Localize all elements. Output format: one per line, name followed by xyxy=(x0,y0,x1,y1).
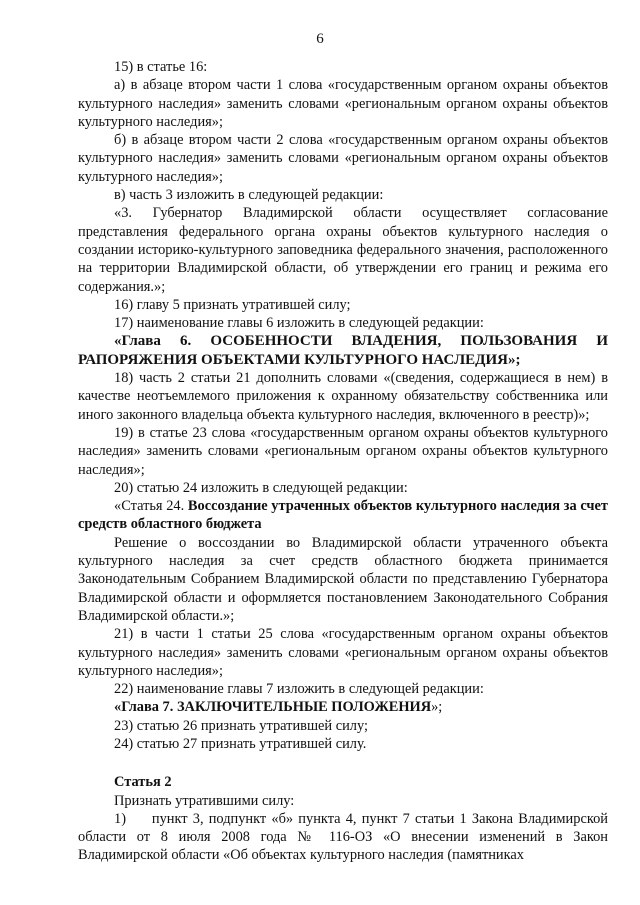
item-15c: в) часть 3 изложить в следующей редакции: xyxy=(114,187,384,204)
article-24-text: Решение о воссоздании во Владимирской области утраченного объекта культурного наследия за счет средств областного бюджета принимается Законодательным Собранием Владимирской области по представлению Губернатора Владимирской области и оформляется постановлением Законодательного Собрания Владимирской области.»; xyxy=(78,534,608,624)
item-16: 16) главу 5 признать утратившей силу; xyxy=(114,296,351,313)
item-20: 20) статью 24 изложить в следующей редакции: xyxy=(114,479,408,496)
article-2-intro: Признать утратившими силу: xyxy=(114,792,295,809)
item-19: 19) в статье 23 слова «государственным органом охраны объектов культурного наследия» заменить словами «региональным органом охраны объектов культурного наследия»; xyxy=(78,424,608,478)
chapter-7-end: »; xyxy=(431,699,443,716)
document-body xyxy=(78,58,612,865)
item-21: 21) в части 1 статьи 25 слова «государственным органом охраны объектов культурного наследия» заменить словами «региональным органом охраны объектов культурного наследия»; xyxy=(78,626,608,679)
article-2-item-1: 1) пункт 3, подпункт «б» пункта 4, пункт 7 статьи 1 Закона Владимирской области от 8 июля 2008 года № 116-ОЗ «О внесении изменений в Закон Владимирской области «Об объектах культурного наследия (памятниках xyxy=(78,810,612,864)
item-17: 17) наименование главы 6 изложить в следующей редакции: xyxy=(114,315,484,332)
item-15a: а) в абзаце втором части 1 слова «государственным органом охраны объектов культурного наследия» заменить словами «региональным органом охраны объектов культурного наследия»; xyxy=(78,77,608,130)
item-22: 22) наименование главы 7 изложить в следующей редакции: xyxy=(114,681,484,698)
article-24-heading: Воссоздание утраченных объектов культурного наследия за счет средств областного бюджета xyxy=(78,498,608,533)
item-15c-text: «3. Губернатор Владимирской области осуществляет согласование представления федерального органа охраны объектов культурного наследия о создании историко-культурного заповедника федерального значения, расположенного на территории Владимирской области, об утверждении его границ и режима его содержания.»; xyxy=(78,205,608,295)
chapter-7-heading: «Глава 7. ЗАКЛЮЧИТЕЛЬНЫЕ ПОЛОЖЕНИЯ xyxy=(114,699,432,716)
item-15: 15) в статье 16: xyxy=(114,59,208,75)
article-2-heading: Статья 2 xyxy=(114,774,172,791)
chapter-7-title xyxy=(78,698,608,716)
page-number: 6 xyxy=(316,31,324,47)
article-24-title xyxy=(78,497,608,534)
chapter-6-title: «Глава 6. ОСОБЕННОСТИ ВЛАДЕНИЯ, ПОЛЬЗОВАНИЯ И РАПОРЯЖЕНИЯ ОБЪЕКТАМИ КУЛЬТУРНОГО НАСЛЕДИЯ»; xyxy=(78,333,608,368)
item-24: 24) статью 27 признать утратившей силу. xyxy=(114,735,367,752)
item-15b: б) в абзаце втором части 2 слова «государственным органом охраны объектов культурного наследия» заменить словами «региональным органом охраны объектов культурного наследия»; xyxy=(78,132,608,185)
article-24-prefix: «Статья 24. xyxy=(114,498,185,515)
item-23: 23) статью 26 признать утратившей силу; xyxy=(114,717,368,734)
item-18: 18) часть 2 статьи 21 дополнить словами «(сведения, содержащиеся в нем) в качестве неотъемлемого приложения к охранному обязательству собственника или иного законного владельца объекта культурного наследия, включенного в реестр)»; xyxy=(78,370,608,423)
